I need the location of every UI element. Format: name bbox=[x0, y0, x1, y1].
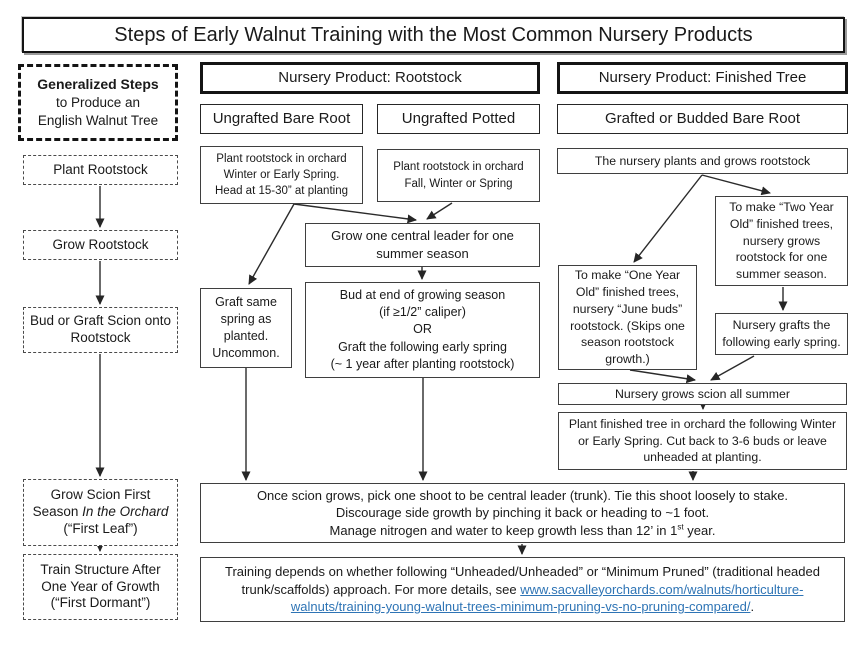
once-scion-line1: Once scion grows, pick one shoot to be central leader (trunk). Tie this shoot loosely to stake. bbox=[256, 487, 789, 503]
step-grow-scion-first-season bbox=[23, 479, 178, 546]
finished-tree-product-header-label: Nursery Product: Finished Tree bbox=[598, 68, 807, 86]
step-plant-rootstock-label: Plant Rootstock bbox=[53, 161, 148, 177]
generalized-steps-header bbox=[18, 64, 178, 141]
two-year-old-text: To make “Two Year Old” finished trees, nursery grows rootstock for one summer season. bbox=[729, 199, 834, 282]
rootstock-product-header-label: Nursery Product: Rootstock bbox=[278, 68, 462, 86]
plant-bare-line3: Head at 15-30” at planting bbox=[215, 185, 348, 198]
box-nursery-grafts bbox=[715, 313, 848, 355]
diagram-title-text: Steps of Early Walnut Training with the Most Common Nursery Products bbox=[114, 23, 753, 46]
once-scion-line3-pre: Manage nitrogen and water to keep growth less than 12’ in 1 bbox=[329, 522, 678, 538]
graft-same-spring-text: Graft same spring as planted. Uncommon. bbox=[212, 294, 280, 361]
arrow-plants-to-oneyear bbox=[634, 175, 702, 262]
bud-graft-line4: Graft the following early spring bbox=[338, 339, 507, 354]
plant-potted-line2: Fall, Winter or Spring bbox=[404, 177, 513, 190]
diagram-title bbox=[22, 17, 845, 53]
box-plant-rootstock-potted bbox=[377, 149, 540, 202]
step-bud-graft-scion-label: Bud or Graft Scion onto Rootstock bbox=[29, 313, 172, 345]
plant-finished-line2: or Early Spring. Cut back to 3-6 buds or leave bbox=[578, 433, 827, 448]
plant-bare-line1: Plant rootstock in orchard bbox=[216, 152, 347, 165]
box-plant-finished-tree bbox=[558, 412, 847, 470]
arrow-oneyear-to-summer bbox=[630, 370, 695, 380]
arrow-bare-to-graftsame bbox=[249, 204, 294, 284]
box-grow-central-leader bbox=[305, 223, 540, 267]
once-scion-line3 bbox=[330, 522, 716, 540]
box-two-year-old bbox=[715, 196, 848, 286]
generalized-header-line1: Generalized Steps bbox=[37, 76, 159, 93]
step-plant-rootstock bbox=[23, 155, 178, 185]
once-scion-line3-sup: st bbox=[677, 522, 684, 532]
arrow-bare-to-central bbox=[294, 204, 416, 220]
box-once-scion-grows bbox=[200, 483, 845, 543]
step-grow-scion-pre: Grow Scion First Season bbox=[32, 487, 151, 520]
arrow-potted-to-central bbox=[427, 203, 452, 219]
generalized-header-line2: to Produce an bbox=[55, 94, 141, 110]
step-grow-scion-text bbox=[27, 487, 174, 538]
bud-graft-line5: (~ 1 year after planting rootstock) bbox=[330, 356, 515, 371]
step-grow-rootstock bbox=[23, 230, 178, 260]
arrow-plants-to-twoyear bbox=[702, 175, 770, 193]
once-scion-line2: Discourage side growth by pinching it back or heading to ~1 foot. bbox=[335, 505, 710, 521]
nursery-grafts-text: Nursery grafts the following early spring. bbox=[722, 318, 841, 349]
bud-graft-line2: (if ≥1/2” caliper) bbox=[379, 305, 466, 320]
box-bud-or-graft bbox=[305, 282, 540, 378]
bud-graft-line1: Bud at end of growing season bbox=[339, 287, 506, 302]
once-scion-line3-post: year. bbox=[683, 522, 716, 538]
ungrafted-potted-header bbox=[377, 104, 540, 134]
training-depends-text bbox=[209, 563, 836, 616]
ungrafted-potted-label: Ungrafted Potted bbox=[401, 109, 516, 127]
training-pre-text: Training depends on whether following “Unheaded/Unheaded” or “Minimum Pruned” (traditional headed trunk/scaffolds) approach. For more details, see bbox=[225, 564, 820, 597]
step-grow-scion-italic: In the Orchard bbox=[82, 504, 169, 520]
finished-tree-product-header bbox=[557, 62, 848, 94]
nursery-plants-rootstock-text: The nursery plants and grows rootstock bbox=[594, 153, 811, 168]
one-year-old-text: To make “One Year Old” finished trees, nursery “June buds” rootstock. (Skips one season rootstock growth.) bbox=[570, 267, 685, 367]
box-scion-all-summer bbox=[558, 383, 847, 405]
bud-graft-line3: OR bbox=[413, 322, 432, 337]
step-train-structure bbox=[23, 554, 178, 620]
step-grow-scion-post: (“First Leaf”) bbox=[63, 520, 138, 536]
ungrafted-bare-root-header bbox=[200, 104, 363, 134]
step-train-structure-label: Train Structure After One Year of Growth (“First Dormant”) bbox=[40, 561, 161, 611]
plant-finished-line1: Plant finished tree in orchard the following Winter bbox=[568, 416, 837, 431]
step-grow-rootstock-label: Grow Rootstock bbox=[52, 236, 149, 252]
grow-central-leader-text: Grow one central leader for one summer season bbox=[331, 228, 514, 261]
generalized-header-line3: English Walnut Tree bbox=[37, 112, 159, 128]
training-post-text: . bbox=[750, 599, 755, 615]
plant-finished-line3: unheaded at planting. bbox=[643, 450, 762, 465]
plant-potted-line1: Plant rootstock in orchard bbox=[393, 161, 524, 174]
grafted-budded-bare-root-header bbox=[557, 104, 848, 134]
box-one-year-old bbox=[558, 265, 697, 370]
box-plant-rootstock-bare bbox=[200, 146, 363, 204]
grafted-budded-bare-root-label: Grafted or Budded Bare Root bbox=[604, 109, 801, 127]
box-training-depends bbox=[200, 557, 845, 622]
step-bud-graft-scion bbox=[23, 307, 178, 353]
ungrafted-bare-root-label: Ungrafted Bare Root bbox=[212, 109, 351, 127]
arrow-grafts-to-summer bbox=[711, 356, 754, 380]
box-nursery-plants-rootstock bbox=[557, 148, 848, 174]
training-link[interactable]: www.sacvalleyorchards.com/walnuts/horticulture-walnuts/training-young-walnut-trees-minimum-pruning-vs-no-pruning-compared/ bbox=[290, 581, 804, 615]
box-graft-same-spring bbox=[200, 288, 292, 368]
rootstock-product-header bbox=[200, 62, 540, 94]
plant-bare-line2: Winter or Early Spring. bbox=[223, 168, 340, 181]
scion-all-summer-text: Nursery grows scion all summer bbox=[615, 386, 790, 401]
